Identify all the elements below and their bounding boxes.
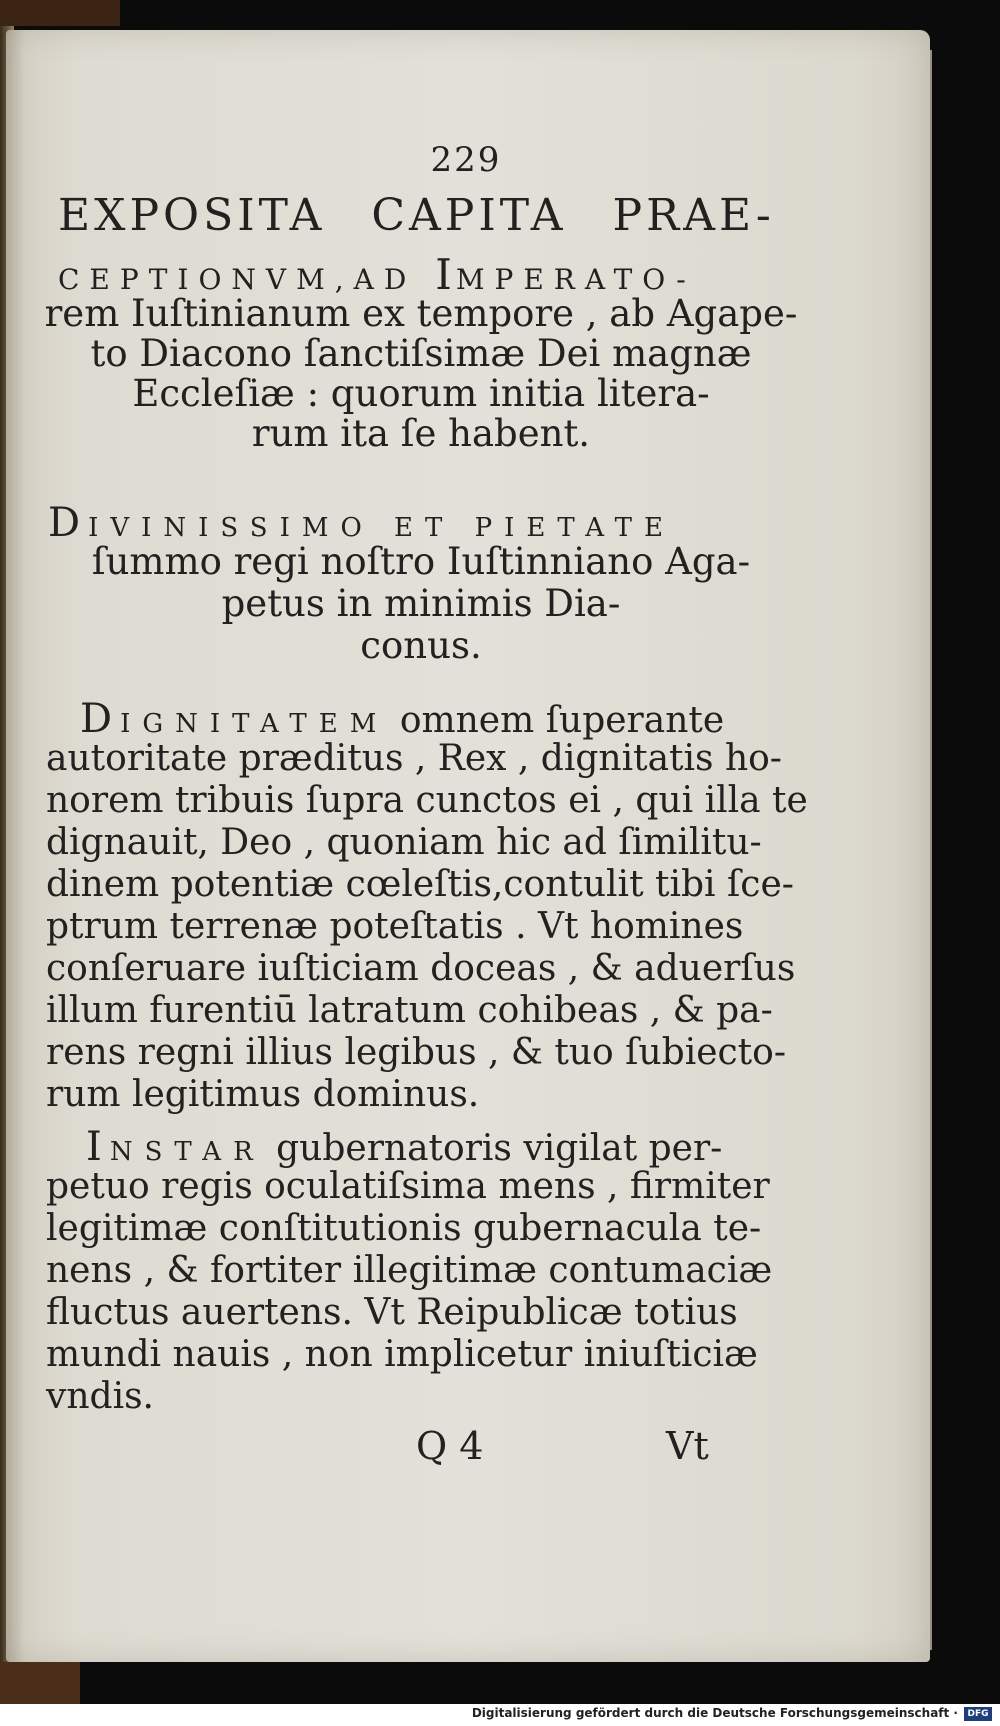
dedication-initial: D <box>48 500 89 546</box>
heading-capital: I <box>435 250 456 299</box>
catchword: Vt <box>666 1424 709 1468</box>
dfg-logo: DFG <box>964 1707 992 1721</box>
paragraph-2-line-3: legitimæ conſtitutionis gubernacula te- <box>46 1208 762 1249</box>
heading-smallcaps-a: CEPTIONVM,AD <box>58 263 417 296</box>
paragraph-1-line-3: norem tribuis ſupra cunctos ei , qui illa te <box>46 780 808 821</box>
paragraph-2-opening <box>86 1124 265 1170</box>
paragraph-2-line-4: nens , & fortiter illegitimæ contumaciæ <box>46 1250 773 1291</box>
paragraph-1-first-line-rest: omnem ſuperante <box>399 700 725 741</box>
paragraph-1-line-6: ptrum terrenæ poteſtatis . Vt homines <box>46 906 744 947</box>
paragraph-1-opening <box>80 696 389 742</box>
heading-smallcaps-b: MPERATO- <box>455 263 696 296</box>
heading-line-1: EXPOSITA CAPITA PRAE- <box>58 190 775 241</box>
paragraph-1-line-5: dinem potentiæ cœleſtis,contulit tibi ſce- <box>46 864 794 905</box>
dedication-line-4: conus. <box>360 624 482 667</box>
paragraph-1-initial: D <box>80 696 121 742</box>
paragraph-2-line-1 <box>86 1124 722 1170</box>
paragraph-1-line-4: dignauit, Deo , quoniam hic ad ſimilitu- <box>46 822 762 863</box>
paragraph-2-first-line-rest: gubernatoris vigilat per- <box>276 1128 723 1169</box>
paragraph-1-smallcaps: IGNITATEM <box>120 709 389 739</box>
signature-mark: Q 4 <box>416 1424 484 1468</box>
paragraph-2-smallcaps: NSTAR <box>109 1137 265 1167</box>
paragraph-2-line-2: petuo regis oculatiſsima mens , firmiter <box>46 1166 770 1207</box>
book-cover-corner-top <box>0 0 120 26</box>
paragraph-1-line-9: rens regni illius legibus , & tuo ſubiecto- <box>46 1032 786 1073</box>
heading-line-6: rum ita ſe habent. <box>251 412 591 455</box>
paragraph-2-line-6: mundi nauis , non implicetur iniuſticiæ <box>46 1334 758 1375</box>
paragraph-1-line-7: conſeruare iuſticiam doceas , & aduerſus <box>46 948 796 989</box>
dedication-line-3: petus in minimis Dia- <box>221 582 621 625</box>
paragraph-1-line-1 <box>80 696 724 742</box>
paragraph-2-initial: I <box>86 1124 110 1170</box>
heading-line-3: rem Iuſtinianum ex tempore , ab Agape- <box>44 292 798 335</box>
dedication-line-2: ſummo regi noſtro Iuſtinniano Aga- <box>91 540 751 583</box>
paragraph-1-line-10: rum legitimus dominus. <box>46 1074 480 1115</box>
dedication-smallcaps: IVINISSIMO ET PIETATE <box>88 513 675 543</box>
book-cover-corner-bottom <box>0 1662 80 1704</box>
funding-credit: Digitalisierung gefördert durch die Deutsche Forschungsgemeinschaft · <box>471 1706 958 1720</box>
page-number: 229 <box>430 140 502 180</box>
paragraph-1-line-2: autoritate præditus , Rex , dignitatis ho- <box>46 738 782 779</box>
heading-line-4: to Diacono ſanctiſsimæ Dei magnæ <box>90 332 752 375</box>
paragraph-2-line-7: vndis. <box>46 1376 154 1417</box>
heading-line-5: Eccleſiæ : quorum initia litera- <box>132 372 710 415</box>
paragraph-1-line-8: illum furentiū latratum cohibeas , & pa- <box>46 990 773 1031</box>
paragraph-2-line-5: fluctus auertens. Vt Reipublicæ totius <box>46 1292 738 1333</box>
book-page <box>6 30 930 1662</box>
